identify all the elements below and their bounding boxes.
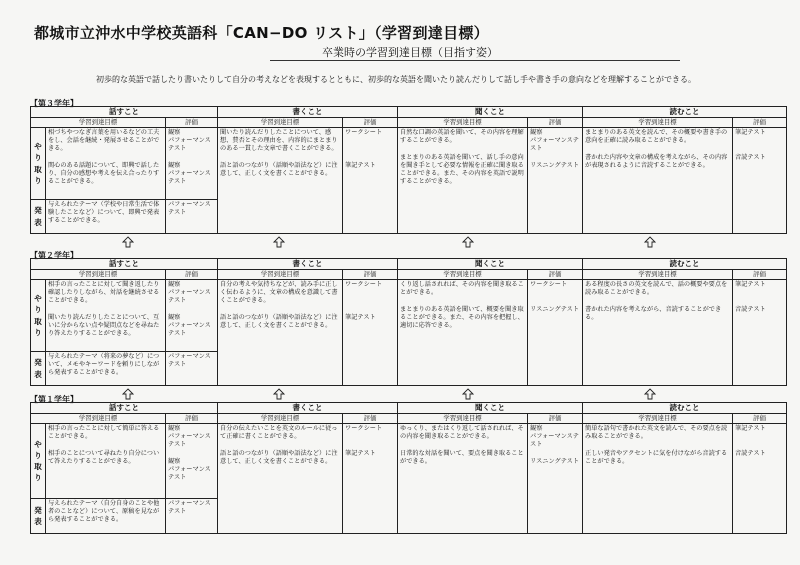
skill-header-writing: 書くこと [218,107,398,118]
listening-goal: くり返し話されれば、その内容を聞き取ることができる。 まとまりのある英語を聞いて、概要を聞き取ることができる。また、その内容を把握し、適切に応答できる。 [398,280,528,386]
goal-header: 学習到達目標 [583,414,733,424]
speaking-happyo-eval: パフォーマンステスト [166,200,218,234]
eval-header: 評価 [733,118,787,128]
speaking-happyo-goal: 与えられたテーマ（学校や日常生活で体験したことなど）について、即興で発表することができる。 [46,200,166,234]
eval-header: 評価 [733,414,787,424]
side-label-happyo: 発 表 [31,200,46,234]
skill-header-listening: 聞くこと [398,403,583,414]
goal-header: 学習到達目標 [218,118,343,128]
up-arrow-icon [273,388,285,400]
eval-header: 評価 [166,118,218,128]
reading-goal: まとまりのある英文を読んで、その概要や書き手の意向を正確に読み取ることができる。 書かれた内容や文章の構成を考えながら、その内容が表現されるように音読することができる。 [583,128,733,234]
year-table [30,258,787,386]
year-table [30,106,787,234]
writing-goal: 聞いたり読んだりしたことについて、感想、賛否とその理由を、内容的にまとまりのある一貫した文章で書くことができる。 語と語のつながり（話順や語法など）に注意して、正しく文を書くことができる。 [218,128,343,234]
up-arrow-icon [644,236,656,248]
skill-header-listening: 聞くこと [398,107,583,118]
eval-header: 評価 [528,414,583,424]
reading-goal: ある程度の長さの英文を読んで、話の概要や要点を読み取ることができる。 書かれた内容を考えながら、音読することができる。 [583,280,733,386]
reading-eval: 筆記テスト 音読テスト [733,424,787,534]
listening-eval: 観察 パフォーマンステスト リスニングテスト [528,424,583,534]
up-arrow-icon [122,236,134,248]
skill-header-row [31,259,787,270]
column-header-row [31,270,787,280]
eval-header: 評価 [166,270,218,280]
subtitle-rule [270,60,680,61]
up-arrow-icon [462,388,474,400]
writing-eval: ワークシート 筆記テスト [343,128,398,234]
column-header-row [31,118,787,128]
goal-header: 学習到達目標 [398,270,528,280]
skill-header-reading: 読むこと [583,107,787,118]
goal-header: 学習到達目標 [583,270,733,280]
speaking-happyo-goal: 与えられたテーマ（自分自身のことや他者のことなど）について、原稿を見ながら発表することができる。 [46,499,166,534]
goal-header: 学習到達目標 [583,118,733,128]
goal-header: 学習到達目標 [31,270,166,280]
column-header-row [31,414,787,424]
goal-header: 学習到達目標 [398,414,528,424]
skill-header-speaking: 話すこと [31,259,218,270]
graduation-goal-text: 初歩的な英語で話したり書いたりして自分の考えなどを表現するとともに、初歩的な英語を聞いたり読んだりして話し手や書き手の意向などを理解することができる。 [96,75,696,84]
speaking-yaritori-goal: 相づちやつなぎ言葉を用いるなどの工夫をし、会話を継続・発展させることができる。 関心のある話題について、即興で話したり、自分の感想や考えを伝え合ったりすることができる。 [46,128,166,200]
reading-eval: 筆記テスト 音読テスト [733,280,787,386]
listening-goal: ゆっくり、またはくり返して話されれば、その内容を聞き取ることができる。 日常的な対話を聞いて、要点を聞き取ることができる。 [398,424,528,534]
side-label-yaritori: や り 取 り [31,128,46,200]
skill-header-speaking: 話すこと [31,107,218,118]
goal-header: 学習到達目標 [31,118,166,128]
goal-header: 学習到達目標 [218,270,343,280]
listening-goal: 自然な口調の英語を聞いて、その内容を理解することができる。 まとまりのある英語を聞いて、話し手の意向を聞き手として必要な情報を正確に聞き取ることができる。また、その内容を英語で説明することができる。 [398,128,528,234]
skill-header-reading: 読むこと [583,259,787,270]
speaking-yaritori-goal: 相手の言ったことに対して簡単に答えることができる。 相手のことについて尋ねたり自分について答えたりすることができる。 [46,424,166,499]
writing-goal: 自分の考えや気持ちなどが、読み手に正しく伝わるように、文章の構成を意識して書くことができる。 語と語のつながり（語順や語法など）に注意して、正しく文を書くことができる。 [218,280,343,386]
eval-header: 評価 [733,270,787,280]
speaking-happyo-goal: 与えられたテーマ（将来の夢など）について、メモやキーワードを頼りにしながら発表することができる。 [46,352,166,386]
eval-header: 評価 [528,118,583,128]
speaking-happyo-eval: パフォーマンステスト [166,352,218,386]
eval-header: 評価 [343,118,398,128]
speaking-yaritori-goal: 相手の言ったことに対して聞き返したり確認したりしながら、対話を継続させることができる。 聞いたり読んだりしたことについて、互いに分からない点や疑問点などを尋ねたり答えたりすることができる。 [46,280,166,352]
side-label-yaritori: や り 取 り [31,424,46,499]
skill-header-speaking: 話すこと [31,403,218,414]
writing-eval: ワークシート 筆記テスト [343,424,398,534]
reading-eval: 筆記テスト 音読テスト [733,128,787,234]
speaking-yaritori-eval: 観察 パフォーマンステスト 観察 パフォーマンステスト [166,128,218,200]
side-label-happyo: 発 表 [31,352,46,386]
goal-header: 学習到達目標 [31,414,166,424]
speaking-happyo-eval: パフォーマンステスト [166,499,218,534]
yaritori-row [31,280,787,352]
skill-header-listening: 聞くこと [398,259,583,270]
yaritori-row [31,128,787,200]
up-arrow-icon [122,388,134,400]
listening-eval: 観察 パフォーマンステスト リスニングテスト [528,128,583,234]
eval-header: 評価 [166,414,218,424]
document-title: 都城市立沖水中学校英語科「CAN−DO リスト」（学習到達目標） [34,24,489,42]
up-arrow-icon [644,388,656,400]
eval-header: 評価 [343,414,398,424]
skill-header-writing: 書くこと [218,403,398,414]
progression-arrows [30,388,786,402]
yaritori-row [31,424,787,499]
year-label: 【第３学年】 [30,99,78,108]
speaking-yaritori-eval: 観察 パフォーマンステスト 観察 パフォーマンステスト [166,280,218,352]
reading-goal: 簡単な語句で書かれた英文を読んで、その要点を読み取ることができる。 正しい発音やアクセントに気を付けながら音読することができる。 [583,424,733,534]
writing-goal: 自分の伝えたいことを英文のルールに従って正確に書くことができる。 語と語のつながり（語順や語法など）に注意して、正しく文を書くことができる。 [218,424,343,534]
eval-header: 評価 [528,270,583,280]
writing-eval: ワークシート 筆記テスト [343,280,398,386]
goal-header: 学習到達目標 [398,118,528,128]
side-label-happyo: 発 表 [31,499,46,534]
skill-header-row [31,403,787,414]
skill-header-reading: 読むこと [583,403,787,414]
speaking-yaritori-eval: 観察 パフォーマンステスト 観察 パフォーマンステスト [166,424,218,499]
year-label: 【第２学年】 [30,251,78,260]
listening-eval: ワークシート リスニングテスト [528,280,583,386]
up-arrow-icon [273,236,285,248]
up-arrow-icon [462,236,474,248]
side-label-yaritori: や り 取 り [31,280,46,352]
progression-arrows [30,236,786,250]
skill-header-row [31,107,787,118]
year-label: 【第１学年】 [30,395,78,404]
year-table [30,402,787,534]
eval-header: 評価 [343,270,398,280]
goal-header: 学習到達目標 [218,414,343,424]
document-subtitle: 卒業時の学習到達目標（目指す姿） [322,46,498,59]
skill-header-writing: 書くこと [218,259,398,270]
